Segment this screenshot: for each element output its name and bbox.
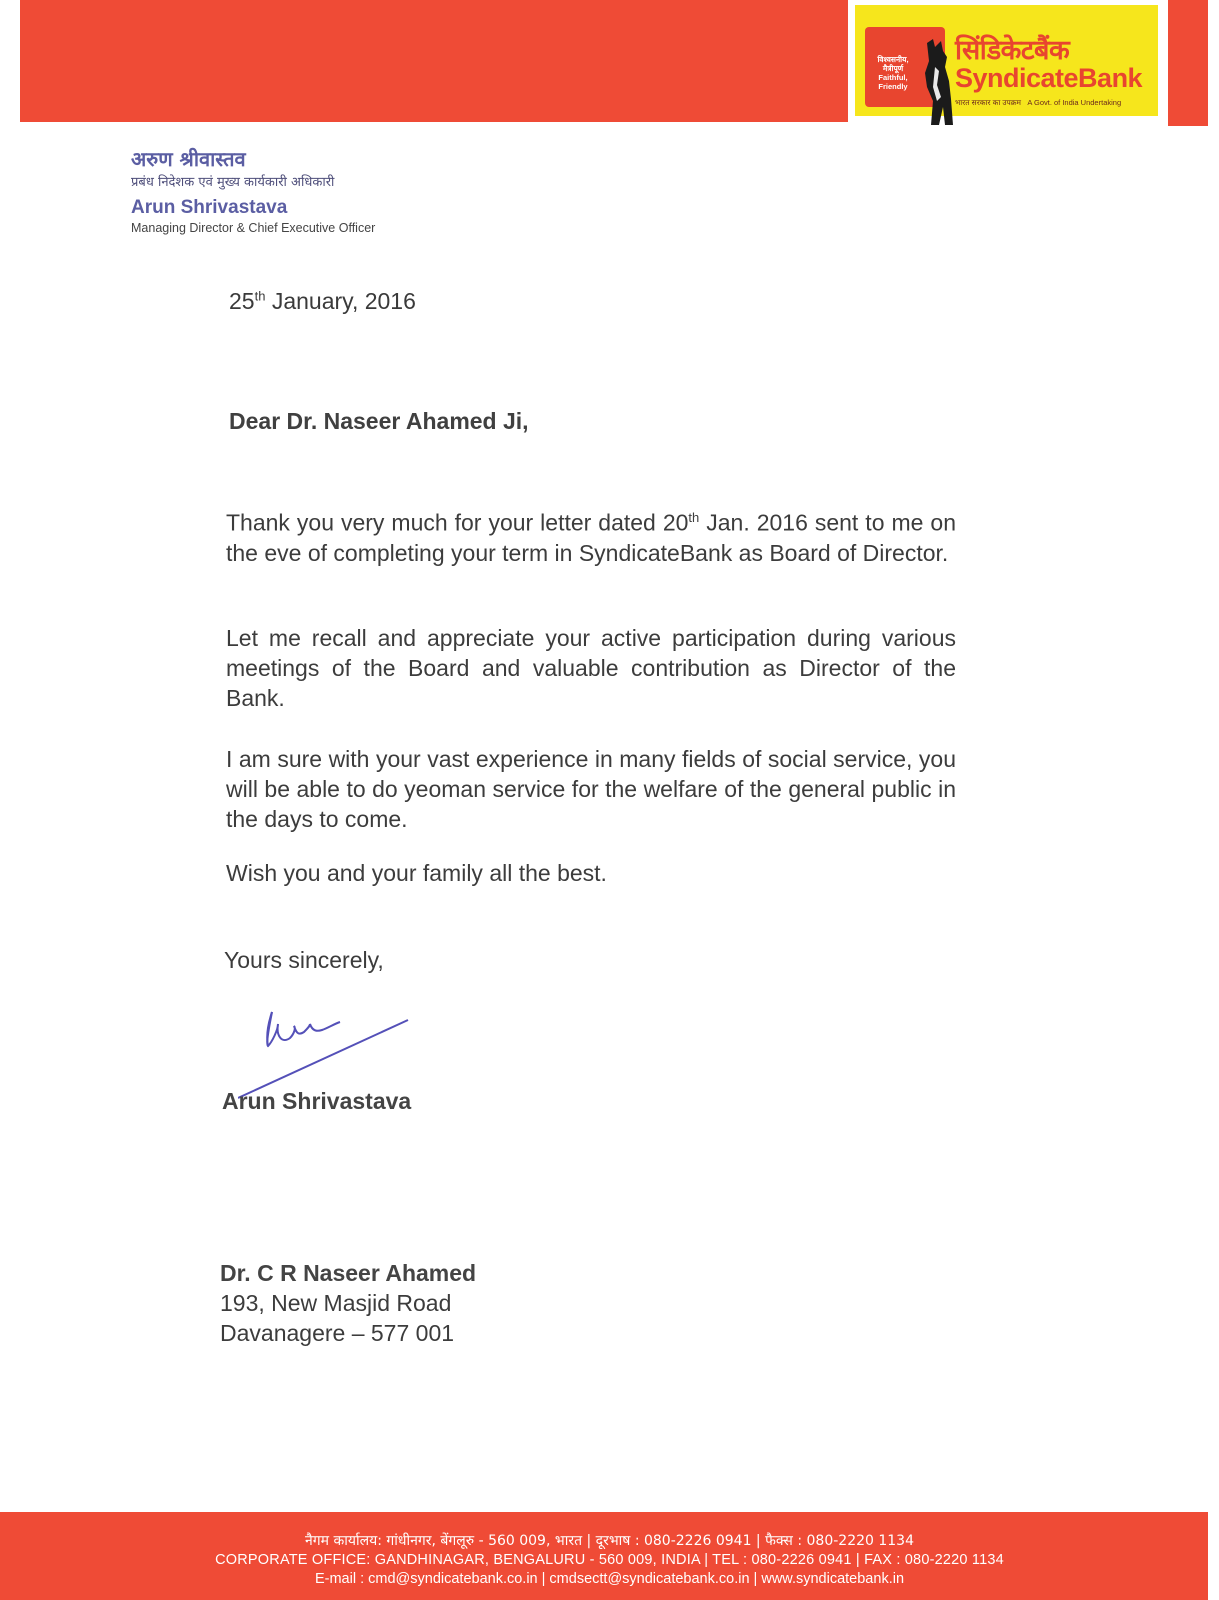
govt-hindi: भारत सरकार का उपक्रम	[955, 98, 1022, 107]
salutation: Dear Dr. Naseer Ahamed Ji,	[229, 408, 529, 434]
letter-date: 25th January, 2016	[229, 288, 416, 314]
footer	[0, 1512, 1219, 1600]
letterhead-band	[20, 0, 848, 122]
tagline-hindi: विश्वसनीय, मैत्रीपूर्ण	[877, 55, 909, 73]
sender-name: Arun Shrivastava	[131, 197, 288, 218]
footer-hindi: नैगम कार्यालय: गांधीनगर, बेंगलूरु - 560 009, भारत | दूरभाष : 080-2226 0941 | फैक्स : 080-2220 1134	[304, 1533, 914, 1549]
dog-icon	[917, 37, 955, 129]
sender-block	[131, 146, 375, 235]
footer-contact: E-mail : cmd@syndicatebank.co.in | cmdsectt@syndicatebank.co.in | www.syndicatebank.in	[314, 1571, 905, 1587]
paragraph-2: Let me recall and appreciate your active participation during various meetings of the Board and valuable contribution as Director of the Bank.	[226, 625, 956, 711]
recipient-name: Dr. C R Naseer Ahamed	[220, 1260, 477, 1286]
tagline-english: Faithful, Friendly	[878, 73, 908, 91]
sender-name-hindi: अरुण श्रीवास्तव	[131, 147, 246, 171]
paragraph-4: Wish you and your family all the best.	[226, 860, 607, 886]
address-line-2: Davanagere – 577 001	[220, 1320, 455, 1346]
bank-logo	[855, 5, 1158, 116]
letterhead-band-edge	[1168, 0, 1208, 126]
sender-title: Managing Director & Chief Executive Officer	[131, 221, 376, 235]
signer-name: Arun Shrivastava	[222, 1088, 412, 1114]
paragraph-3: I am sure with your vast experience in many fields of social service, you will be able to do yeoman service for the welfare of the general public in the days to come.	[226, 746, 956, 832]
sender-title-hindi: प्रबंध निदेशक एवं मुख्य कार्यकारी अधिकारी	[131, 175, 335, 190]
govt-undertaking	[955, 98, 1121, 108]
govt-english: A Govt. of India Undertaking	[1027, 98, 1122, 107]
bank-name-hindi: सिंडिकेटबैंक	[955, 35, 1070, 66]
logo-emblem	[865, 27, 945, 107]
logo-tagline	[869, 55, 917, 91]
paragraph-1: Thank you very much for your letter dated 20th Jan. 2016 sent to me on the eve of completing your term in SyndicateBank as Board of Director.	[226, 509, 956, 566]
recipient-address	[220, 1258, 476, 1348]
page-edge	[1208, 0, 1219, 1600]
closing: Yours sincerely,	[224, 947, 384, 973]
footer-corporate: CORPORATE OFFICE: GANDHINAGAR, BENGALURU - 560 009, INDIA | TEL : 080-2226 0941 | FAX : 080-2220 1134	[215, 1552, 1004, 1568]
address-line-1: 193, New Masjid Road	[220, 1290, 452, 1316]
bank-name-english: SyndicateBank	[955, 63, 1143, 93]
